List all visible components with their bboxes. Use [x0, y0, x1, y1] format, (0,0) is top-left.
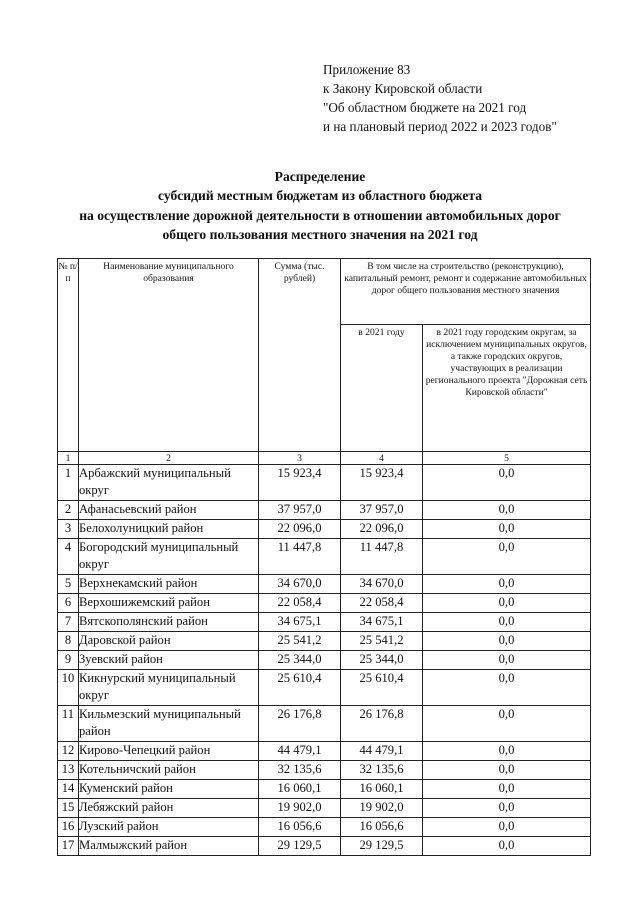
document-title	[0, 167, 640, 244]
column-number: 3	[259, 452, 341, 465]
row-sum: 15 923,4	[259, 465, 341, 501]
row-sum: 16 060,1	[259, 780, 341, 799]
row-urban: 0,0	[423, 632, 591, 651]
row-index: 17	[58, 837, 79, 856]
row-index: 5	[58, 575, 79, 594]
row-sum: 11 447,8	[259, 539, 341, 575]
row-urban: 0,0	[423, 818, 591, 837]
row-sum: 25 610,4	[259, 670, 341, 706]
table-row	[58, 670, 591, 706]
header-number: № п/п	[58, 259, 79, 452]
row-2021: 19 902,0	[341, 799, 423, 818]
table-row	[58, 501, 591, 520]
title-line: Распределение	[274, 169, 366, 184]
row-sum: 25 541,2	[259, 632, 341, 651]
column-number: 2	[79, 452, 259, 465]
row-2021: 44 479,1	[341, 742, 423, 761]
row-2021: 32 135,6	[341, 761, 423, 780]
column-number: 5	[423, 452, 591, 465]
row-index: 12	[58, 742, 79, 761]
row-urban: 0,0	[423, 706, 591, 742]
row-sum: 32 135,6	[259, 761, 341, 780]
appendix-line: и на плановый период 2022 и 2023 годов"	[323, 119, 557, 134]
table-row	[58, 632, 591, 651]
row-name: Лузский район	[79, 818, 259, 837]
row-sum: 16 056,6	[259, 818, 341, 837]
row-name: Арбажский муниципальный округ	[79, 465, 259, 501]
row-sum: 26 176,8	[259, 706, 341, 742]
column-number: 1	[58, 452, 79, 465]
row-name: Лебяжский район	[79, 799, 259, 818]
table-row	[58, 780, 591, 799]
table-row	[58, 818, 591, 837]
row-sum: 22 058,4	[259, 594, 341, 613]
row-urban: 0,0	[423, 575, 591, 594]
row-name: Котельничский район	[79, 761, 259, 780]
row-name: Верхнекамский район	[79, 575, 259, 594]
table-row	[58, 742, 591, 761]
row-2021: 34 670,0	[341, 575, 423, 594]
row-name: Кикнурский муниципальный округ	[79, 670, 259, 706]
row-2021: 25 610,4	[341, 670, 423, 706]
table-row	[58, 761, 591, 780]
appendix-line: "Об областном бюджете на 2021 год	[323, 100, 527, 115]
row-urban: 0,0	[423, 613, 591, 632]
distribution-table	[57, 258, 591, 856]
row-index: 10	[58, 670, 79, 706]
row-index: 8	[58, 632, 79, 651]
row-index: 11	[58, 706, 79, 742]
row-urban: 0,0	[423, 520, 591, 539]
row-name: Куменский район	[79, 780, 259, 799]
row-name: Малмыжский район	[79, 837, 259, 856]
appendix-line: к Закону Кировской области	[323, 81, 483, 96]
table-row	[58, 799, 591, 818]
header-in-2021: в 2021 году	[341, 325, 423, 452]
row-sum: 34 670,0	[259, 575, 341, 594]
title-line: общего пользования местного значения на 2021 год	[162, 226, 478, 242]
table-row	[58, 837, 591, 856]
row-sum: 34 675,1	[259, 613, 341, 632]
row-sum: 22 096,0	[259, 520, 341, 539]
row-sum: 44 479,1	[259, 742, 341, 761]
row-name: Афанасьевский район	[79, 501, 259, 520]
row-urban: 0,0	[423, 670, 591, 706]
row-urban: 0,0	[423, 501, 591, 520]
row-name: Зуевский район	[79, 651, 259, 670]
row-2021: 29 129,5	[341, 837, 423, 856]
header-sum: Сумма (тыс. рублей)	[259, 259, 341, 452]
table-row	[58, 465, 591, 501]
row-urban: 0,0	[423, 594, 591, 613]
row-index: 16	[58, 818, 79, 837]
row-urban: 0,0	[423, 539, 591, 575]
table-row	[58, 594, 591, 613]
title-line: субсидий местным бюджетам из областного бюджета	[157, 188, 483, 204]
appendix-line: Приложение 83	[323, 62, 411, 77]
table-row	[58, 651, 591, 670]
row-index: 15	[58, 799, 79, 818]
row-urban: 0,0	[423, 742, 591, 761]
row-index: 1	[58, 465, 79, 501]
row-2021: 37 957,0	[341, 501, 423, 520]
row-urban: 0,0	[423, 837, 591, 856]
row-name: Верхошижемский район	[79, 594, 259, 613]
appendix-block	[323, 60, 557, 136]
row-index: 9	[58, 651, 79, 670]
row-sum: 37 957,0	[259, 501, 341, 520]
row-name: Белохолуницкий район	[79, 520, 259, 539]
title-line: на осуществление дорожной деятельности в отношении автомобильных дорог	[79, 207, 561, 223]
row-2021: 15 923,4	[341, 465, 423, 501]
row-name: Богородский муниципальный округ	[79, 539, 259, 575]
row-2021: 25 344,0	[341, 651, 423, 670]
row-urban: 0,0	[423, 780, 591, 799]
table-row	[58, 575, 591, 594]
row-sum: 19 902,0	[259, 799, 341, 818]
row-2021: 22 058,4	[341, 594, 423, 613]
header-in-2021-urban: в 2021 году городским округам, за исключением муниципальных округов, а также городских округов, участвующих в реализации регионального проекта "Дорожная сеть Кировской области"	[423, 325, 591, 452]
table-row	[58, 706, 591, 742]
row-index: 4	[58, 539, 79, 575]
row-2021: 11 447,8	[341, 539, 423, 575]
table-row	[58, 539, 591, 575]
row-index: 6	[58, 594, 79, 613]
row-2021: 16 056,6	[341, 818, 423, 837]
row-urban: 0,0	[423, 651, 591, 670]
header-name: Наименование муниципального образования	[79, 259, 259, 452]
row-name: Кирово-Чепецкий район	[79, 742, 259, 761]
row-2021: 26 176,8	[341, 706, 423, 742]
row-urban: 0,0	[423, 761, 591, 780]
row-urban: 0,0	[423, 465, 591, 501]
row-urban: 0,0	[423, 799, 591, 818]
row-name: Кильмезский муниципальный район	[79, 706, 259, 742]
row-sum: 25 344,0	[259, 651, 341, 670]
row-name: Даровской район	[79, 632, 259, 651]
row-index: 14	[58, 780, 79, 799]
row-sum: 29 129,5	[259, 837, 341, 856]
table-row	[58, 613, 591, 632]
row-2021: 16 060,1	[341, 780, 423, 799]
row-2021: 25 541,2	[341, 632, 423, 651]
header-including: В том числе на строительство (реконструкцию), капитальный ремонт, ремонт и содержание автомобильных дорог общего пользования местного значения	[341, 259, 591, 325]
row-index: 2	[58, 501, 79, 520]
row-2021: 34 675,1	[341, 613, 423, 632]
row-index: 3	[58, 520, 79, 539]
row-index: 13	[58, 761, 79, 780]
column-number: 4	[341, 452, 423, 465]
table-row	[58, 520, 591, 539]
row-2021: 22 096,0	[341, 520, 423, 539]
row-index: 7	[58, 613, 79, 632]
row-name: Вятскополянский район	[79, 613, 259, 632]
